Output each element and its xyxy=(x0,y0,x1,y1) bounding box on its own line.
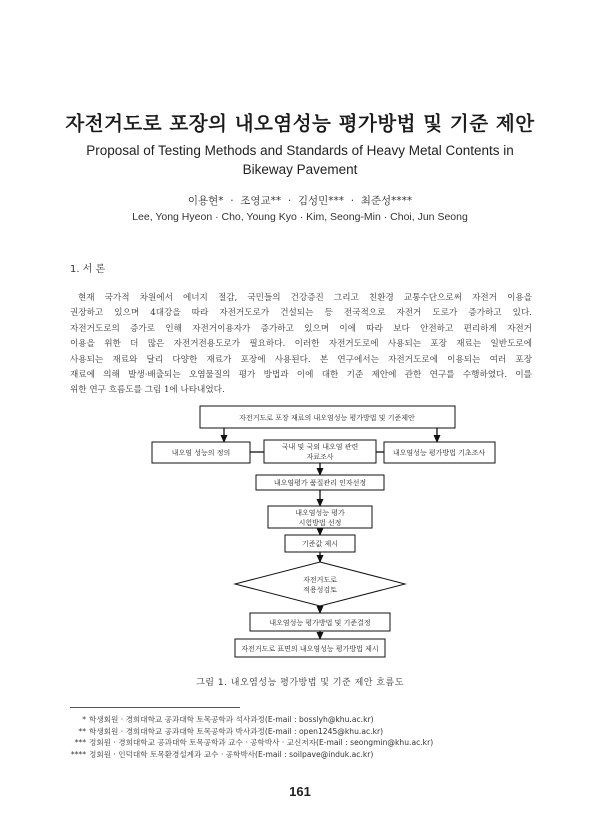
figure-caption: 그림 1. 내오염성능 평가방법 및 기준 제안 흐름도 xyxy=(196,678,404,688)
authors-english: Lee, Yong Hyeon · Cho, Young Kyo · Kim, Seong-Min · Choi, Jun Seong xyxy=(132,211,468,223)
footnote-marker: ** xyxy=(78,726,86,736)
footnote xyxy=(70,726,433,738)
flow-text-final: 자전거도로 표면의 내오염성능 평가방법 제시 xyxy=(241,645,379,653)
body-line: 재료에 의해 발생·배출되는 오염물질의 평가 방법과 이에 대한 기준 제안에 관한 연구를 수행하였다. 이를 xyxy=(70,370,532,381)
flow-text-method-1: 내오염성능 평가 xyxy=(295,509,345,517)
footnotes xyxy=(70,714,433,760)
body-line: 이용을 위한 더 많은 자전거전용도로가 필요하다. 이러한 자전거도로에 사용되는 포장 재료는 일반도로에 xyxy=(70,339,532,350)
flowchart-diagram xyxy=(150,400,500,665)
footnote xyxy=(70,714,433,726)
paper-title-english-line-1: Proposal of Testing Methods and Standards of Heavy Metal Contents in xyxy=(86,143,514,158)
paper-title-korean: 자전거도로 포장의 내오염성능 평가방법 및 기준 제안 xyxy=(65,112,535,135)
flow-text-right: 내오염성능 평가방법 기초조사 xyxy=(392,449,486,457)
flow-text-criteria: 기준값 제시 xyxy=(301,540,339,548)
footnote-text: 학생회원 · 경희대학교 공과대학 토목공학과 석사과정(E-mail : bosslyh@khu.ac.kr) xyxy=(89,715,374,724)
footnote-text: 정회원 · 인덕대학 토목환경설계과 교수 · 공학박사(E-mail : soilpave@induk.ac.kr) xyxy=(89,749,374,759)
footnote-marker: *** xyxy=(74,738,86,748)
paper-title-english-line-2: Bikeway Pavement xyxy=(242,162,358,177)
flow-text-diamond-1: 자전거도로 xyxy=(303,576,337,584)
flow-text-final-method: 내오염성능 평가방법 및 기준결정 xyxy=(269,619,371,627)
body-line: 위한 연구 흐름도를 그림 1에 나타내었다. xyxy=(70,385,225,396)
footnote xyxy=(70,737,433,749)
flow-text-quality: 내오염평가 품질관리 인자선정 xyxy=(273,479,367,487)
flow-text-top: 자전거도로 포장 재료의 내오염성능 평가방법 및 기준제안 xyxy=(239,414,415,422)
footnote-text: 정회원 · 경희대학교 공과대학 토목공학과 교수 · 공학박사 · 교신저자(E-mail : seongmin@khu.ac.kr) xyxy=(89,738,434,748)
flow-text-diamond-2: 적용성검토 xyxy=(303,586,337,594)
flow-text-method-2: 시험방법 선정 xyxy=(298,519,342,527)
body-line: 권장하고 있으며 4대강을 따라 자전거도로가 건설되는 등 전국적으로 자전거 도로가 증가하고 있다. xyxy=(70,308,532,319)
flow-text-center-2: 자료조사 xyxy=(306,453,334,461)
flow-text-center-1: 국내 및 국외 내오염 관련 xyxy=(281,443,359,451)
body-paragraph xyxy=(70,291,532,399)
body-line: 사용되는 재료와 달리 다양한 재료가 포장에 사용된다. 본 연구에서는 자전거도로에 이용되는 여러 포장 xyxy=(70,354,532,365)
footnote-divider xyxy=(70,707,240,708)
flow-diamond xyxy=(235,562,405,606)
page-number: 161 xyxy=(289,784,311,799)
body-line: 자전거도로의 증가로 인해 자전거이용자가 증가하고 있으며 이에 따라 보다 안전하고 편리하게 자전거 xyxy=(70,323,532,334)
body-line: 현재 국가적 차원에서 에너지 절감, 국민들의 건강증진 그리고 친환경 교통수단으로써 자전거 이용을 xyxy=(78,293,532,303)
footnote-marker: * xyxy=(82,715,86,724)
footnote-text: 학생회원 · 경희대학교 공과대학 토목공학과 박사과정(E-mail : open1245@khu.ac.kr) xyxy=(89,726,384,736)
footnote-marker: **** xyxy=(70,749,86,759)
section-heading: 1. 서 론 xyxy=(70,264,106,275)
flow-text-left: 내오염 성능의 정의 xyxy=(171,449,231,457)
footnote xyxy=(70,749,433,761)
authors-korean: 이용현* · 조영교** · 김성민*** · 최준성**** xyxy=(187,195,413,207)
